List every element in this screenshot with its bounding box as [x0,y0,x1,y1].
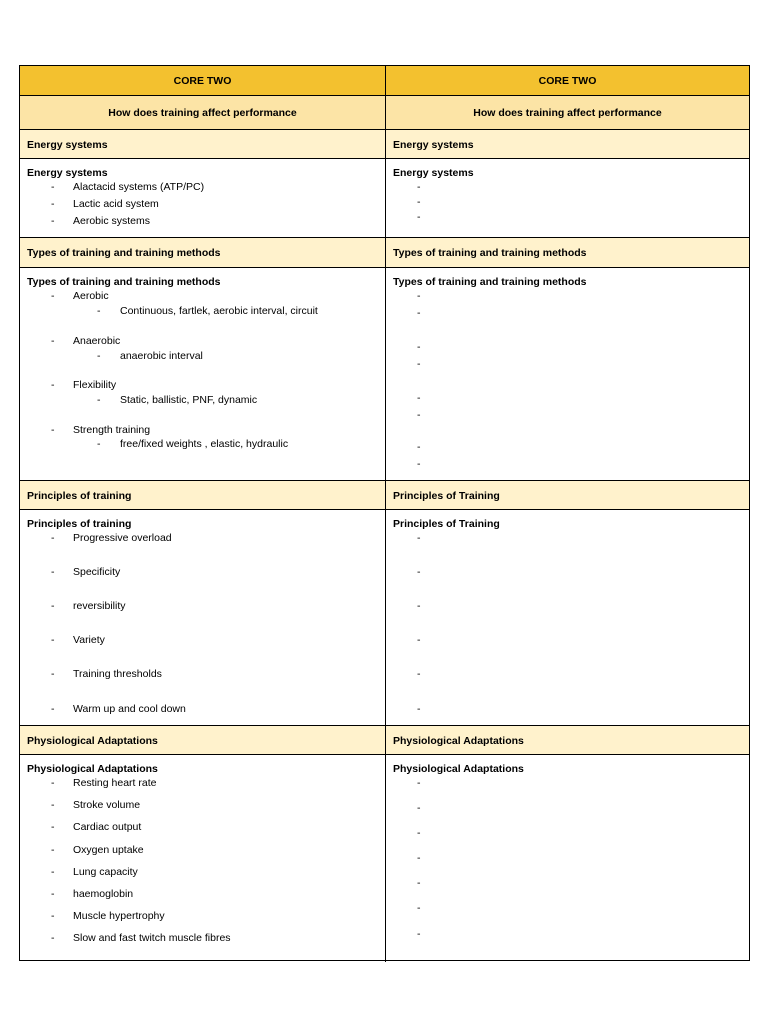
principles-left-title: Principles of training [27,518,132,530]
energy-right-heading: Energy systems [393,139,474,151]
right-subheader: How does training affect performance [386,96,749,129]
right-header-title: CORE TWO [386,66,749,95]
training-right-heading: Types of training and training methods [393,247,587,259]
principles-right-title: Principles of Training [393,518,500,530]
header-row [20,66,749,96]
training-right-cell: Types of training and training methods - - - - - - - - [393,276,587,470]
adaptations-right-title: Physiological Adaptations [393,763,524,775]
adaptations-left-title: Physiological Adaptations [27,763,158,775]
left-subheader: How does training affect performance [20,96,386,129]
energy-right-cell: Energy systems - - - [393,167,474,223]
energy-content-row [20,159,749,238]
energy-left-heading: Energy systems [27,139,108,151]
training-right-title: Types of training and training methods [393,276,587,288]
principles-left-cell: Principles of training - Progressive overload - Specificity - reversibility - Variety - Training thresholds - Warm up and cool down [20,510,386,725]
training-left-title: Types of training and training methods [27,276,221,288]
training-content-row [20,268,749,481]
subheader-row [20,96,749,130]
training-left-heading: Types of training and training methods [27,247,221,259]
adaptations-left-heading: Physiological Adaptations [27,735,158,747]
principles-left-heading: Principles of training [27,490,132,502]
energy-heading-row [20,130,749,159]
left-header-title: CORE TWO [20,66,386,95]
principles-heading-row [20,481,749,510]
principles-right-heading: Principles of Training [393,490,500,502]
energy-left-title: Energy systems [27,167,108,179]
core-two-table [19,65,750,961]
adaptations-left-cell: Physiological Adaptations - Resting heart rate - Stroke volume - Cardiac output - Oxygen uptake - Lung capacity - haemoglobin - Muscle hypertrophy - Slow and fast twitch muscle fibres [20,755,386,962]
adaptations-right-heading: Physiological Adaptations [393,735,524,747]
adaptations-heading-row [20,726,749,755]
principles-right-cell: Principles of Training - - - - - - [393,518,500,715]
adaptations-content-row [20,755,749,962]
energy-left-cell: Energy systems - Alactacid systems (ATP/PC) - Lactic acid system - Aerobic systems [20,159,386,237]
training-heading-row [20,238,749,268]
principles-content-row [20,510,749,726]
energy-right-title: Energy systems [393,167,474,179]
training-left-cell: Types of training and training methods - Aerobic - Continuous, fartlek, aerobic interval, circuit - Anaerobic - anaerobic interval - Flexibility - Static, ballistic, PNF, dynamic - Strength training - free/fixed weights , elastic, hydraulic [20,268,386,480]
adaptations-right-cell: Physiological Adaptations - - - - - - - [393,763,524,940]
